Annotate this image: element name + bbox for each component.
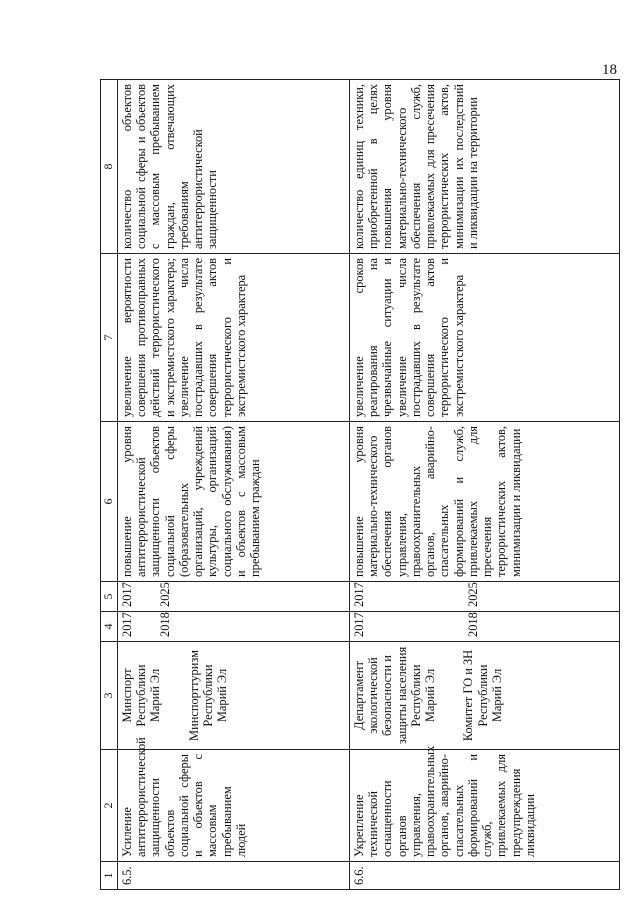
end-years	[349, 582, 619, 612]
end-year-first: 2017	[119, 582, 134, 607]
start-year-second: 2018	[466, 612, 481, 637]
indicator: количество объектов социальной сферы и объектов с массовым пребыванием граждан, отвечающих требованиям антитеррористической защищенности	[117, 80, 349, 254]
column-header-8: 8	[101, 80, 118, 254]
consequence: увеличение вероятности совершения противоправных действий террористического и экстремистского характера; увеличение числа пострадавших в результате совершения актов террористического и экстремистского характера	[117, 254, 349, 422]
executor-primary: Минспорт Республики Марий Эл	[119, 664, 163, 727]
program-table	[100, 79, 620, 890]
start-years	[349, 612, 619, 642]
end-year-second: 2025	[158, 582, 173, 607]
column-header-1: 1	[101, 862, 118, 890]
table-row	[117, 80, 349, 890]
rotated-table-container	[100, 80, 620, 890]
executor-secondary: Минспорттуризм Республики Марий Эл	[186, 650, 230, 741]
start-year-first: 2017	[119, 612, 134, 637]
executor-secondary: Комитет ГО и ЗН Республики Марий Эл	[461, 649, 504, 742]
end-years	[117, 582, 349, 612]
row-number: 6.5.	[117, 862, 349, 890]
column-header-2: 2	[101, 750, 118, 862]
indicator: количество единиц техники, приобретенной в целях повышения уровня материально-технического обеспечения служб, привлекаемых для пресечения террористических актов, минимизации их последствий и ликвидации на территории	[349, 80, 619, 254]
event-name: Укрепление технической оснащенности органов управления, правоохранительных органов, аварийно-спасательных формирований и служб, привлекаемых для предупреждения ликвидации	[349, 750, 619, 862]
column-header-7: 7	[101, 254, 118, 422]
start-year-second: 2018	[158, 612, 173, 637]
column-header-5: 5	[101, 582, 118, 612]
consequence: увеличение сроков реагирования на чрезвычайные ситуации и увеличение числа пострадавших в результате совершения актов террористического и экстремистского характера	[349, 254, 619, 422]
executors	[349, 642, 619, 750]
row-number: 6.6.	[349, 862, 619, 890]
start-years	[117, 612, 349, 642]
executors	[117, 642, 349, 750]
expected-result: повышение уровня материально-технического обеспечения органов управления, правоохранительных органов, аварийно-спасательных формирований и служб, привлекаемых для пресечения террористических актов, минимизации и ликвидации	[349, 422, 619, 582]
end-year-second: 2025	[466, 582, 481, 607]
column-header-3: 3	[101, 642, 118, 750]
start-year-first: 2017	[351, 612, 366, 637]
executor-primary: Департамент экологической безопасности и защиты населения Республики Марий Эл	[351, 646, 438, 745]
end-year-first: 2017	[351, 582, 366, 607]
header-row	[101, 80, 118, 890]
event-name: Усиление антитеррористической защищенности объектов социальной сферы и объектов с массовым пребыванием людей	[117, 750, 349, 862]
column-header-4: 4	[101, 612, 118, 642]
table-row	[349, 80, 619, 890]
page-number: 18	[602, 62, 617, 78]
column-header-6: 6	[101, 422, 118, 582]
expected-result: повышение уровня антитеррористической защищенности объектов социальной сферы (образовательных организаций, учреждений культуры, организаций социального обслуживания) и объектов с массовым пребыванием граждан	[117, 422, 349, 582]
